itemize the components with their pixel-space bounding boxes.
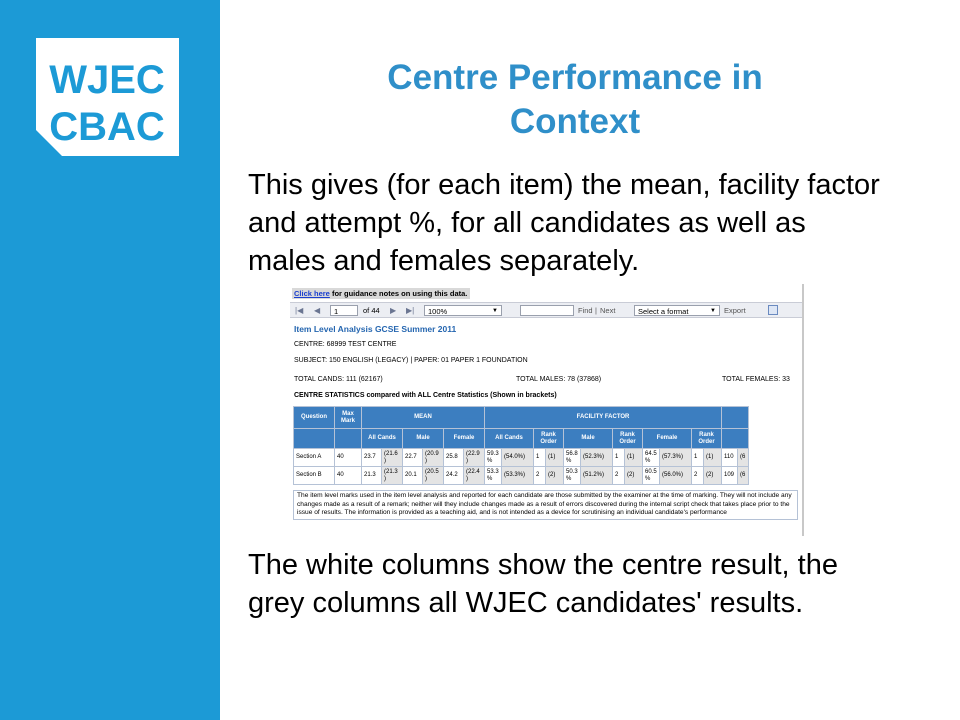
export-link[interactable]: Export [724, 306, 746, 315]
guidance-link[interactable]: Click here [294, 289, 330, 298]
table-cell: 64.5 % [643, 449, 660, 467]
disclaimer-note: The item level marks used in the item level analysis and reported for each candidate are those submitted by the examiner at the time of marking. They will not include any changes made as a result of a remark; neither will they include changes made as a result of errors discovered during the internal script check that takes place prior to the issue of results. The information is provided as a teaching aid, and is not intended as a device for scrutinising an individual candidate's performance [293, 490, 798, 520]
format-select[interactable] [634, 305, 720, 316]
table-cell: (2) [704, 467, 722, 485]
table-cell: 25.8 [444, 449, 464, 467]
centre-line: CENTRE: 68999 TEST CENTRE [294, 341, 397, 348]
find-next-link[interactable]: Next [600, 306, 616, 315]
table-cell: (21.3 ) [382, 467, 403, 485]
table-cell: (22.4 ) [464, 467, 485, 485]
table-cell: (57.3%) [660, 449, 692, 467]
table-cell: (2) [625, 467, 643, 485]
header-facility-factor: FACILITY FACTOR [485, 407, 722, 429]
guidance-banner [292, 288, 470, 299]
subheader-ff-male: Male [564, 429, 613, 449]
table-cell: 21.3 [362, 467, 382, 485]
table-cell: (1) [625, 449, 643, 467]
table-cell: (20.9 ) [423, 449, 444, 467]
table-cell: 2 [613, 467, 625, 485]
table-cell: 59.3 % [485, 449, 502, 467]
table-row [294, 467, 749, 485]
subheader-empty [722, 429, 749, 449]
header-question: Question [294, 407, 335, 429]
first-page-icon[interactable]: |◀ [295, 306, 304, 315]
intro-paragraph: This gives (for each item) the mean, facility factor and attempt %, for all candidates as well as males and females separately. [248, 169, 880, 277]
table-cell: Section A [294, 449, 335, 467]
sidebar-band [0, 0, 220, 720]
table-cell: (21.6 ) [382, 449, 403, 467]
refresh-icon[interactable] [768, 305, 778, 315]
header-mean: MEAN [362, 407, 485, 429]
last-page-icon[interactable]: ▶| [406, 306, 415, 315]
slide-title-line1: Centre Performance in [387, 58, 763, 97]
report-screenshot [290, 284, 804, 536]
table-cell: 40 [335, 449, 362, 467]
table-cell: 2 [534, 467, 546, 485]
subheader-mean-female: Female [444, 429, 485, 449]
find-input[interactable] [520, 305, 574, 316]
slide-title [300, 56, 850, 144]
guidance-text: for guidance notes on using this data. [329, 289, 468, 298]
table-cell: 40 [335, 467, 362, 485]
subheader-ff-all: All Cands [485, 429, 534, 449]
total-males: TOTAL MALES: 78 (37868) [516, 376, 602, 383]
item-analysis-table [293, 406, 749, 485]
page-number-input[interactable]: 1 [330, 305, 358, 316]
subheader-ff-female: Female [643, 429, 692, 449]
logo-line2: CBAC [49, 105, 165, 149]
zoom-value: 100% [428, 307, 448, 316]
table-cell: 20.1 [403, 467, 423, 485]
find-link[interactable]: Find [578, 306, 593, 315]
format-value: Select a format [638, 307, 689, 316]
chevron-down-icon: ▼ [492, 308, 498, 314]
table-cell: 24.2 [444, 467, 464, 485]
table-cell: 56.8 % [564, 449, 581, 467]
table-cell: 60.5 % [643, 467, 660, 485]
table-row [294, 449, 749, 467]
table-cell: (22.9 ) [464, 449, 485, 467]
subheader-rank-female: Rank Order [692, 429, 722, 449]
table-cell: 110 [722, 449, 738, 467]
table-cell: 1 [613, 449, 625, 467]
table-cell: 50.3 % [564, 467, 581, 485]
outro-paragraph: The white columns show the centre result, the grey columns all WJEC candidates' results. [248, 549, 838, 619]
subheader-mean-all: All Cands [362, 429, 403, 449]
table-cell: 2 [692, 467, 704, 485]
slide-title-line2: Context [509, 102, 641, 141]
table-cell: (51.2%) [581, 467, 613, 485]
total-females: TOTAL FEMALES: 33 [722, 376, 790, 383]
subheader-rank-all: Rank Order [534, 429, 564, 449]
wjec-cbac-logo [36, 38, 179, 156]
toolbar-separator: | [595, 306, 597, 315]
table-cell: (54.0%) [502, 449, 534, 467]
table-cell: 23.7 [362, 449, 382, 467]
total-cands: TOTAL CANDS: 111 (62167) [294, 376, 383, 383]
logo-line1: WJEC [49, 58, 165, 102]
table-cell: (20.5 ) [423, 467, 444, 485]
prev-page-icon[interactable]: ◀ [314, 306, 321, 315]
header-extra [722, 407, 749, 429]
subject-line: SUBJECT: 150 ENGLISH (LEGACY) | PAPER: 01 PAPER 1 FOUNDATION [294, 357, 528, 364]
next-page-icon[interactable]: ▶ [390, 306, 397, 315]
table-cell: (53.3%) [502, 467, 534, 485]
table-cell: (52.3%) [581, 449, 613, 467]
zoom-select[interactable] [424, 305, 502, 316]
chevron-down-icon: ▼ [710, 308, 716, 314]
table-cell: (2) [546, 467, 564, 485]
table-cell: 22.7 [403, 449, 423, 467]
stats-heading: CENTRE STATISTICS compared with ALL Centre Statistics (Shown in brackets) [294, 392, 557, 399]
subheader-mean-male: Male [403, 429, 444, 449]
subheader-empty [294, 429, 335, 449]
table-cell: 1 [692, 449, 704, 467]
table-cell: Section B [294, 467, 335, 485]
report-toolbar [290, 302, 804, 318]
table-cell: 109 [722, 467, 738, 485]
table-cell: (1) [546, 449, 564, 467]
report-title: Item Level Analysis GCSE Summer 2011 [294, 324, 457, 334]
page-count: of 44 [363, 306, 380, 315]
header-max-mark: Max Mark [335, 407, 362, 429]
subheader-rank-male: Rank Order [613, 429, 643, 449]
table-cell: (1) [704, 449, 722, 467]
table-cell: 1 [534, 449, 546, 467]
table-cell: 53.3 % [485, 467, 502, 485]
table-cell: (56.0%) [660, 467, 692, 485]
subheader-empty [335, 429, 362, 449]
table-cell: (6 [738, 467, 749, 485]
table-cell: (6 [738, 449, 749, 467]
